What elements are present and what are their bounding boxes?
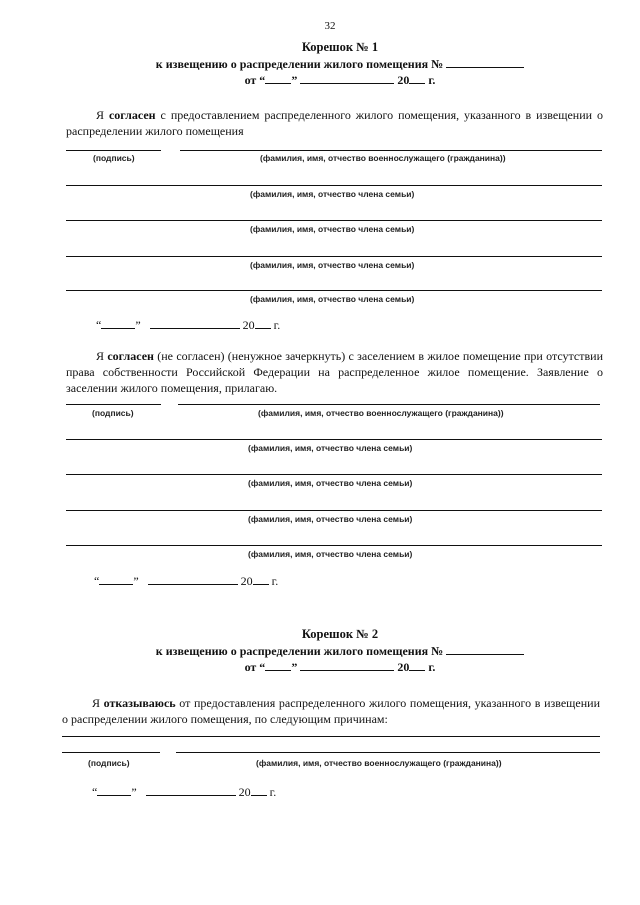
name-line[interactable] [178, 404, 600, 405]
signature-line[interactable] [66, 150, 161, 151]
stub2-year-suffix: г. [428, 660, 436, 674]
stub1-title: Корешок № 1 [301, 40, 379, 54]
family-line[interactable] [66, 474, 602, 475]
serviceman-caption: (фамилия, имя, отчество военнослужащего (гражданина)) [258, 408, 504, 418]
stub1-month-blank[interactable] [300, 73, 394, 84]
signature-line[interactable] [62, 752, 160, 753]
day-blank[interactable] [99, 574, 133, 585]
month-blank[interactable] [150, 318, 240, 329]
refusal-paragraph: Я отказываюсь от предоставления распределенного жилого помещения, указанного в извещении о распределении жилого помещения, по следующим причинам: [62, 696, 600, 726]
family-line[interactable] [66, 439, 602, 440]
family-line[interactable] [66, 545, 602, 546]
serviceman-caption: (фамилия, имя, отчество военнослужащего (гражданина)) [260, 153, 506, 163]
family-caption: (фамилия, имя, отчество члена семьи) [248, 549, 413, 559]
settlement-sign-date: “ ” 20 г. [94, 574, 279, 588]
stub1-subtitle-row [0, 57, 640, 72]
stub2-subtitle: к извещению о распределении жилого помещения № [155, 644, 444, 658]
signature-caption: (подпись) [93, 153, 135, 163]
refusal-word: отказываюсь [103, 696, 176, 710]
day-blank[interactable] [101, 318, 135, 329]
month-blank[interactable] [148, 574, 238, 585]
refusal-sign-date: “ ” 20 г. [92, 785, 277, 799]
serviceman-caption: (фамилия, имя, отчество военнослужащего (гражданина)) [256, 758, 502, 768]
stub1-sign-date: “ ” 20 г. [96, 318, 281, 332]
family-caption: (фамилия, имя, отчество члена семьи) [250, 224, 415, 234]
stub2-day-blank[interactable] [265, 660, 291, 671]
family-line[interactable] [66, 510, 602, 511]
family-caption: (фамилия, имя, отчество члена семьи) [248, 514, 413, 524]
day-blank[interactable] [97, 785, 131, 796]
family-caption: (фамилия, имя, отчество члена семьи) [250, 189, 415, 199]
family-line[interactable] [66, 256, 602, 257]
stub2-year-blank[interactable] [409, 660, 425, 671]
year-blank[interactable] [251, 785, 267, 796]
stub1-from-label: от “ [244, 73, 266, 87]
stub2-number-blank[interactable] [446, 644, 524, 655]
family-caption: (фамилия, имя, отчество члена семьи) [248, 443, 413, 453]
stub2-from-label: от “ [244, 660, 266, 674]
stub2-date-row [0, 660, 640, 675]
name-line[interactable] [176, 752, 600, 753]
reason-line[interactable] [62, 736, 600, 737]
stub2-month-blank[interactable] [300, 660, 394, 671]
settlement-consent-word: согласен [107, 349, 154, 363]
signature-caption: (подпись) [92, 408, 134, 418]
family-line[interactable] [66, 290, 602, 291]
signature-line[interactable] [66, 404, 161, 405]
year-blank[interactable] [253, 574, 269, 585]
page-number: 32 [324, 20, 336, 32]
month-blank[interactable] [146, 785, 236, 796]
consent-word: согласен [108, 108, 156, 122]
stub1-year-blank[interactable] [409, 73, 425, 84]
family-line[interactable] [66, 220, 602, 221]
stub1-year-suffix: г. [428, 73, 436, 87]
stub1-date-row [0, 73, 640, 88]
stub1-number-blank[interactable] [446, 57, 524, 68]
family-caption: (фамилия, имя, отчество члена семьи) [250, 294, 415, 304]
consent-paragraph: Я согласен с предоставлением распределенного жилого помещения, указанного в извещении о распределении жилого помещения [66, 108, 603, 138]
stub1-year: 20 [397, 73, 410, 87]
year-blank[interactable] [255, 318, 271, 329]
name-line[interactable] [180, 150, 602, 151]
stub2-quote-close: ” [291, 660, 298, 674]
stub2-year: 20 [397, 660, 410, 674]
signature-caption: (подпись) [88, 758, 130, 768]
stub1-subtitle: к извещению о распределении жилого помещения № [155, 57, 444, 71]
stub1-day-blank[interactable] [265, 73, 291, 84]
family-line[interactable] [66, 185, 602, 186]
stub1-quote-close: ” [291, 73, 298, 87]
family-caption: (фамилия, имя, отчество члена семьи) [248, 478, 413, 488]
family-caption: (фамилия, имя, отчество члена семьи) [250, 260, 415, 270]
stub2-subtitle-row [0, 644, 640, 659]
stub2-title: Корешок № 2 [301, 627, 379, 641]
settlement-paragraph: Я согласен (не согласен) (ненужное зачеркнуть) с заселением в жилое помещение при отсутствии права собственности Российской Федерации на распределенное жилое помещение. Заявление о заселении жилого помещения, прилагаю. [66, 349, 604, 395]
